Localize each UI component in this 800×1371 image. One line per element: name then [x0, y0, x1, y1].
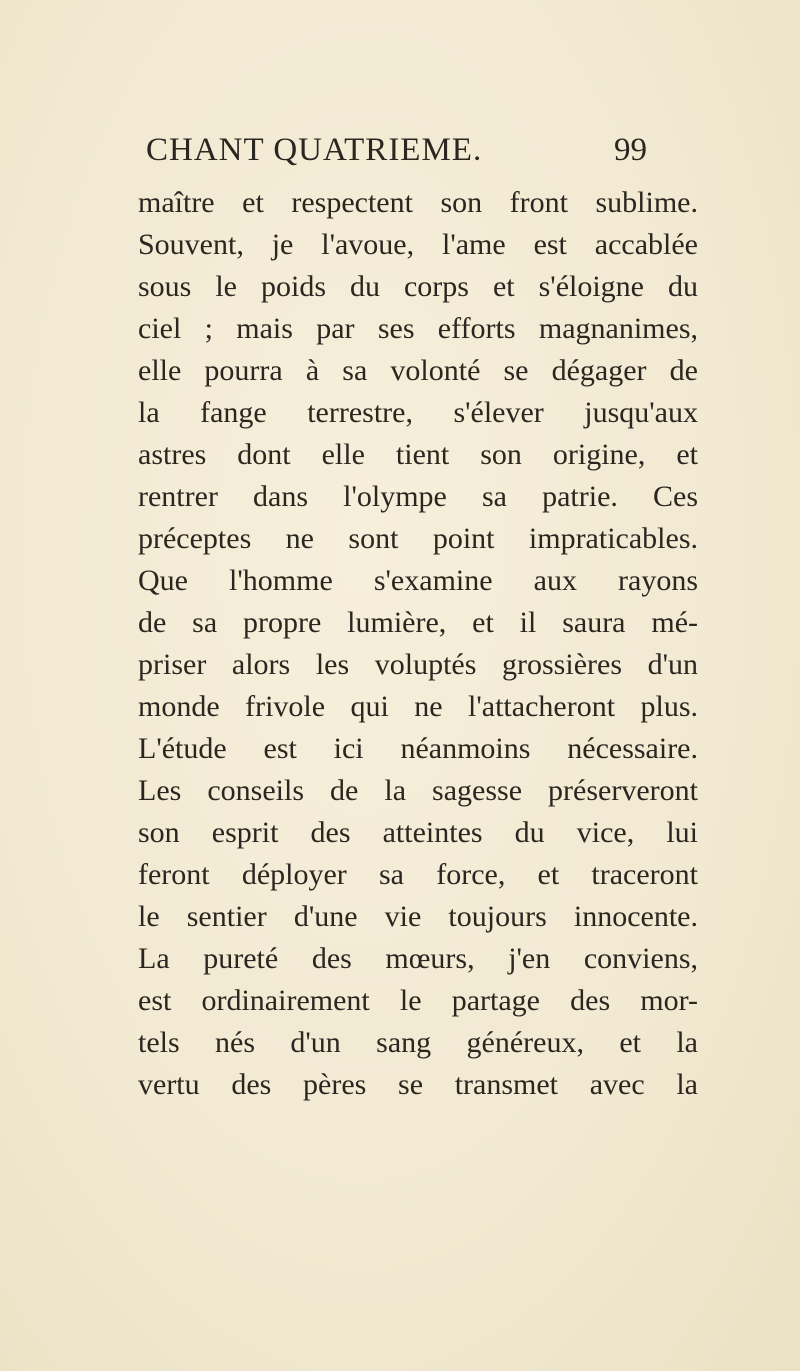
text-line: monde frivole qui ne l'attacheront plus. — [138, 690, 698, 723]
text-line: priser alors les voluptés grossières d'un — [138, 648, 698, 681]
text-line: préceptes ne sont point impraticables. — [138, 522, 698, 555]
text-line: ciel ; mais par ses efforts magnanimes, — [138, 312, 698, 345]
chapter-title: CHANT QUATRIEME. — [146, 132, 483, 168]
text-line: feront déployer sa force, et traceront — [138, 858, 698, 891]
text-line: Les conseils de la sagesse préserveront — [138, 774, 698, 807]
page-number: 99 — [614, 132, 647, 168]
text-line: La pureté des mœurs, j'en conviens, — [138, 942, 698, 975]
text-line: sous le poids du corps et s'éloigne du — [138, 270, 698, 303]
text-line: de sa propre lumière, et il saura mé- — [138, 606, 698, 639]
text-line: la fange terrestre, s'élever jusqu'aux — [138, 396, 698, 429]
text-line: son esprit des atteintes du vice, lui — [138, 816, 698, 849]
text-line: L'étude est ici néanmoins nécessaire. — [138, 732, 698, 765]
text-line: vertu des pères se transmet avec la — [138, 1068, 698, 1101]
text-line: est ordinairement le partage des mor- — [138, 984, 698, 1017]
text-line: Que l'homme s'examine aux rayons — [138, 564, 698, 597]
body-text — [138, 182, 698, 1106]
text-line: elle pourra à sa volonté se dégager de — [138, 354, 698, 387]
text-line: astres dont elle tient son origine, et — [138, 438, 698, 471]
text-line: maître et respectent son front sublime. — [138, 186, 698, 219]
text-line: le sentier d'une vie toujours innocente. — [138, 900, 698, 933]
text-line: rentrer dans l'olympe sa patrie. Ces — [138, 480, 698, 513]
running-head — [146, 132, 686, 172]
text-line: tels nés d'un sang généreux, et la — [138, 1026, 698, 1059]
text-line: Souvent, je l'avoue, l'ame est accablée — [138, 228, 698, 261]
